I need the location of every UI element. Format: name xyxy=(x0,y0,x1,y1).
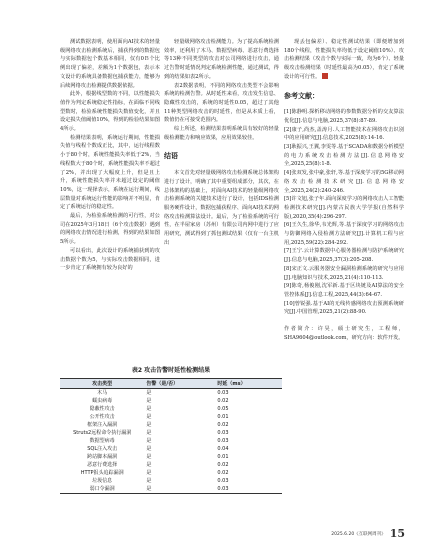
table-body xyxy=(60,389,282,494)
table-row xyxy=(60,485,282,493)
cell-attack-type: 蠕虫病毒 xyxy=(92,397,113,404)
table-row xyxy=(60,453,282,461)
reference-item: [4]张双发,张中豪,张轩,等.基于深度学习的5G移动网络攻击检测技术研究[J].信息网络安全,2025,24(2):240-246. xyxy=(284,170,404,194)
cell-latency: 0.03 xyxy=(215,485,282,493)
header-attack-type: 攻击类型 xyxy=(60,379,144,389)
table-row xyxy=(60,389,282,397)
table-row xyxy=(60,461,282,469)
cell-latency: 0.04 xyxy=(217,445,229,452)
conclusion-heading: 结语 xyxy=(164,152,178,161)
cell-latency: 0.03 xyxy=(217,477,229,484)
cell-latency: 0.03 xyxy=(217,437,229,444)
reference-item: [3]耿振兴,王翼,李雯等.基于SCADA和数据分析模型的电力系统攻击检测方法[J].信息网络安全,2025,25(8):1-8. xyxy=(284,144,404,168)
cell-attack-type: 跨站脚本漏洞 xyxy=(87,453,118,460)
text-column-3 xyxy=(284,38,404,343)
cell-attack-type: 垃圾信息 xyxy=(92,477,113,484)
cell-attack-type: 框架注入漏洞 xyxy=(87,421,118,428)
table-row xyxy=(60,445,282,453)
cell-attack-type: 隐蔽性攻击 xyxy=(89,405,115,412)
cell-latency: 0.05 xyxy=(217,405,229,412)
cell-alert: 是 xyxy=(144,485,215,493)
cell-latency: 0.02 xyxy=(217,461,229,468)
cell-attack-type: SQL注入攻击 xyxy=(87,445,118,452)
text-column-1 xyxy=(60,38,160,273)
paragraph: 测试数据表明，使用面向AI技术的轻量级网络攻击检测系统后，捕获得到的数据包与实际数据包个数基本相同，仅有0Ｂ个比例出现了偏差，差额为1个数据包，表示本文设计的系统具备数据包捕获能力，能够为后续网络攻击检测提供数据依据。 xyxy=(60,39,160,89)
cell-attack-type: 恶意行费选择 xyxy=(87,461,118,468)
cell-attack-type: 木马 xyxy=(97,389,108,396)
table-row xyxy=(60,421,282,429)
cell-alert: 是 xyxy=(146,397,152,404)
footnote-badge: 2 xyxy=(322,73,328,79)
cell-attack-type: HTTP报头追踪漏洞 xyxy=(80,469,124,476)
author-bio: 作者简介：许昊，硕士研究生，工程师，SHA9604@outlook.com，研究方向：软件开发。 xyxy=(284,326,404,341)
cell-latency: 0.01 xyxy=(217,413,229,420)
table-row xyxy=(60,477,282,485)
cell-attack-type: Struts2远程命令执行漏洞 xyxy=(73,429,132,436)
cell-latency: 0.02 xyxy=(217,469,229,476)
journal-info: 2025.6.20《互联网周刊》 xyxy=(331,531,386,537)
table-row xyxy=(60,437,282,445)
table-title: 表2 攻击告警时延性检测结果 xyxy=(131,367,211,374)
cell-alert: 是 xyxy=(146,405,152,412)
cell-alert: 是 xyxy=(146,461,152,468)
cell-alert: 是 xyxy=(146,413,152,420)
reference-item: [7]王宁.云计算数据中心服务器检测与防护系统研究[J].信息与电脑,2025,37(3):205-208. xyxy=(284,248,404,264)
paragraph: 综上所述，检测结果表明系统具有较好的轻量级检测能力和响应效果，应用效果较佳。 xyxy=(164,126,279,141)
reference-item: [10]曾锐强.基于AI的无线传感网络攻击预测系统研究[J].中国管理,2025,21(2):88-90. xyxy=(284,300,404,316)
page-number: 15 xyxy=(389,527,405,540)
conclusion-paragraph: 本文首先对轻量级网络攻击检测系统总体架构进行了设计，明确了其中重要组成部分，其次，在总体架构的基础上，对面向AI技术的轻量级网络攻击检测系统的关键技术进行了设计，包括IDS检测服务硬件设计，数据包捕获程序、面向AI技术的网络攻击检测算法设计。最后，为了检验系统的可行性，在半屋家房（苏州）有限公司内网中进行了应用研究，测试得到了抓包测试结果（仅有一台主机出 xyxy=(164,170,279,246)
cell-alert: 是 xyxy=(146,429,152,436)
cell-latency: 0.02 xyxy=(217,397,229,404)
cell-attack-type: 弱口令漏洞 xyxy=(60,485,144,493)
table-row xyxy=(60,405,282,413)
cell-alert: 是 xyxy=(146,437,152,444)
cell-latency: 0.03 xyxy=(217,429,229,436)
cell-alert: 是 xyxy=(146,421,152,428)
cell-latency: 0.03 xyxy=(217,389,229,396)
reference-item: [9]陈奇,杨俊刚,沈军新.基于区块链及AI算法的安全管控体系[J].信息工程,2025,44(3):64-67. xyxy=(284,283,404,298)
reference-item: [6]王久生,徐华,韦光辉,等.基于深度学习的网络攻击与防御网络入侵检测方法研究[J].计算机工程与应用,2025,59(22):284-292. xyxy=(284,222,404,246)
header-latency: 时延（ms） xyxy=(215,379,282,389)
cell-attack-type: 公开性攻击 xyxy=(89,413,115,420)
table-row xyxy=(60,429,282,437)
reference-item: [8]宋正文.云服务器安全漏洞检测系统的研究与应用[J].电脑知识与技术,2025,21(4):110-113. xyxy=(284,265,404,281)
paragraph: 最后，为检验系统检测的可行性，对公司在2025年3月18日（6个攻击数据）遇到的网络攻击情况进行检测，得到的结果如图5所示。 xyxy=(60,213,160,246)
cell-latency: 0.02 xyxy=(217,421,229,428)
paragraph xyxy=(284,38,404,82)
reference-item: [2]康子,尚杰,盖涛月.人工智能技术在网络攻击识别中的应用研究[J].信息技术,2025(8):14-16. xyxy=(284,126,404,142)
cell-alert: 是 xyxy=(146,389,152,396)
references-heading: 参考文献： xyxy=(284,91,319,100)
paragraph-text: 现丢包偏差）、稳定性测试结果（即便增加到180个线程，性能损失率均低于设定阈值10%）、攻击检测结果（攻击个数与实际一致，均为6个）、轻量级攻击检测结果（时延性最高为0.05），肯定了系统设计的可行性。 xyxy=(284,39,405,80)
cell-alert: 是 xyxy=(146,477,152,484)
reference-list xyxy=(284,108,404,317)
text-column-2 xyxy=(164,38,279,247)
alert-latency-table xyxy=(60,378,282,494)
paragraph: 表2数据表明，不同的网络攻击类型不会影响系统的检测告警。从时延性来看，攻击发生信息、隐藏性攻击的，系统的时延性0.05，超过了其他11种类型网络攻击的时延性，但是从本质上看，数值仍在可接受范围内。 xyxy=(164,82,279,124)
cell-alert: 是 xyxy=(146,445,152,452)
paragraph: 可以看出，此次设计的系统捕获到的攻击数据个数为5，与实际攻击数据相同，进一步肯定了系统拥有较为良好的 xyxy=(60,247,160,272)
table-header-row xyxy=(60,379,282,389)
cell-alert: 是 xyxy=(146,453,152,460)
reference-item: [5]许文旭,张子年.面向深度学习的网络攻击人工智能检测技术研究[J].内蒙古民族大学学报(自然科学版),2020,35(4):296-297. xyxy=(284,196,404,220)
table-row xyxy=(60,413,282,421)
cell-latency: 0.01 xyxy=(217,453,229,460)
cell-attack-type: 数据型病毒 xyxy=(89,437,115,444)
paragraph: 轻量级网络攻击检测能力。为了提高系统检测效率，还利用了木马、数据型病毒、恶意行费选择等13种不同类型的攻击对公司网络进行攻击，通过告警时延情况判定系统检测性能，通过测试，得到的结果如表2所示。 xyxy=(164,39,279,80)
table-row xyxy=(60,397,282,405)
paragraph: 此外，根据线型数的不同，以性能损失值作为判定系统稳定性指标，在面临不同线型数时，检验系统性能损失数值变化，并且设定损失值阈值10%，得到的检验结果如图4所示。 xyxy=(60,91,160,133)
results-table-block xyxy=(60,365,282,494)
reference-item: [1]陈静明.探析移动网络的参数数据分析的交友算法优化[J].信息与电脑,2025,37(8):87-89. xyxy=(284,109,404,124)
table-row xyxy=(60,469,282,477)
paragraph: 检测结果表明，系统运行期间，性能损失值与线程个数成正比，其中，运行线程数小于80个时，系统性能损失率低于2%，当线程数大于80个时，系统性能损失率不超过了2%，并出现了大幅度上升，但是且上升，系统性能损失率并未超过设定的阈值10%，这一现择表示，系统在运行期间，线层数量对系统运行性能的影响并不明显，肯定了系统运行的稳定性。 xyxy=(60,134,160,211)
page-footer xyxy=(331,527,405,540)
cell-alert: 是 xyxy=(146,469,152,476)
header-alert: 告警（是/否） xyxy=(144,379,215,389)
